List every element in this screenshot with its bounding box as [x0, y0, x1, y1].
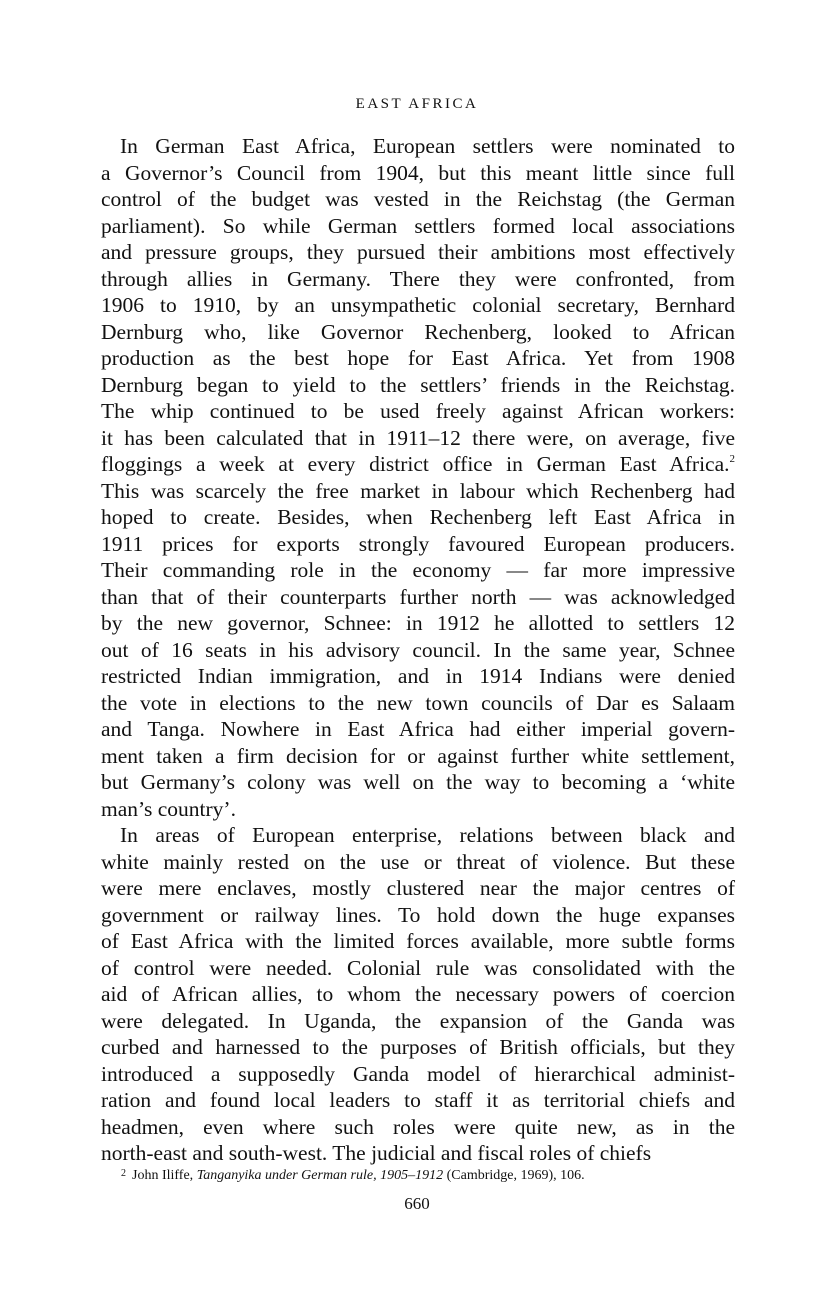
footnote-citation: (Cambridge, 1969), 106.: [446, 1168, 585, 1183]
text-line: production as the best hope for East Africa. Yet from 1908: [101, 346, 735, 370]
text-line: of East Africa with the limited forces available, more subtle forms: [101, 929, 735, 953]
text-line: government or railway lines. To hold down the huge expanses: [101, 902, 735, 927]
footnote-author: John Iliffe,: [132, 1168, 194, 1183]
text-line: by the new governor, Schnee: in 1912 he allotted to settlers 12: [101, 611, 735, 635]
footnote: [121, 1167, 741, 1186]
text-line: and Tanga. Nowhere in East Africa had either imperial govern-: [101, 717, 735, 741]
text-line: through allies in Germany. There they were confronted, from: [101, 266, 735, 291]
text-line: man’s country’.: [101, 796, 236, 821]
text-line: were mere enclaves, mostly clustered near the major centres of: [101, 876, 735, 900]
text-line: and pressure groups, they pursued their ambitions most effectively: [101, 240, 735, 264]
text-line: headmen, even where such roles were quite new, as in the: [101, 1114, 735, 1139]
text-line: Their commanding role in the economy — far more impressive: [101, 558, 735, 582]
text-line: restricted Indian immigration, and in 1914 Indians were denied: [101, 664, 735, 688]
footnote-number: 2: [121, 1168, 126, 1179]
text-line: but Germany’s colony was well on the way to becoming a ‘white: [101, 770, 735, 794]
text-line: white mainly rested on the use or threat of violence. But these: [101, 849, 735, 874]
text-line: Dernburg began to yield to the settlers’ friends in the Reichstag.: [101, 372, 735, 397]
text-line: control of the budget was vested in the Reichstag (the German: [101, 187, 735, 211]
body-text: [101, 133, 735, 1167]
text-line: of control were needed. Colonial rule was consolidated with the: [101, 955, 735, 980]
text-line: hoped to create. Besides, when Rechenberg left East Africa in: [101, 505, 735, 529]
text-line: curbed and harnessed to the purposes of British officials, but they: [101, 1035, 735, 1059]
page-number: 660: [404, 1194, 430, 1213]
text-line: out of 16 seats in his advisory council. In the same year, Schnee: [101, 637, 735, 662]
paragraph-2: [101, 822, 735, 1167]
text-line: floggings a week at every district office in German East Africa.$^2$: [101, 452, 735, 476]
text-line: were delegated. In Uganda, the expansion of the Ganda was: [101, 1008, 735, 1033]
text-line: introduced a supposedly Ganda model of hierarchical administ-: [101, 1061, 735, 1086]
text-line: In areas of European enterprise, relations between black and: [120, 823, 735, 847]
text-line: This was scarcely the free market in labour which Rechenberg had: [101, 478, 735, 503]
text-line: aid of African allies, to whom the necessary powers of coercion: [101, 982, 735, 1006]
running-head: EAST AFRICA: [355, 96, 479, 112]
text-line: north-east and south-west. The judicial and fiscal roles of chiefs: [101, 1141, 652, 1165]
footnote-reference: 2: [729, 453, 735, 465]
text-line: The whip continued to be used freely against African workers:: [101, 399, 735, 423]
text-line: it has been calculated that in 1911–12 there were, on average, five: [101, 425, 735, 450]
text-line: ment taken a firm decision for or against further white settlement,: [101, 743, 735, 768]
text-line: In German East Africa, European settlers were nominated to: [120, 134, 735, 158]
text-line: a Governor’s Council from 1904, but this meant little since full: [101, 160, 735, 185]
text-line: ration and found local leaders to staff it as territorial chiefs and: [101, 1088, 735, 1112]
text-line: than that of their counterparts further north — was acknowledged: [101, 584, 735, 609]
footnote-title: Tanganyika under German rule, 1905–1912: [196, 1168, 444, 1183]
text-line: Dernburg who, like Governor Rechenberg, looked to African: [101, 319, 735, 344]
paragraph-1: [101, 133, 735, 822]
text-line: the vote in elections to the new town councils of Dar es Salaam: [101, 690, 735, 715]
text-line: parliament). So while German settlers formed local associations: [101, 213, 735, 238]
text-line: 1911 prices for exports strongly favoured European producers.: [101, 531, 735, 556]
text-line: 1906 to 1910, by an unsympathetic colonial secretary, Bernhard: [101, 293, 735, 317]
